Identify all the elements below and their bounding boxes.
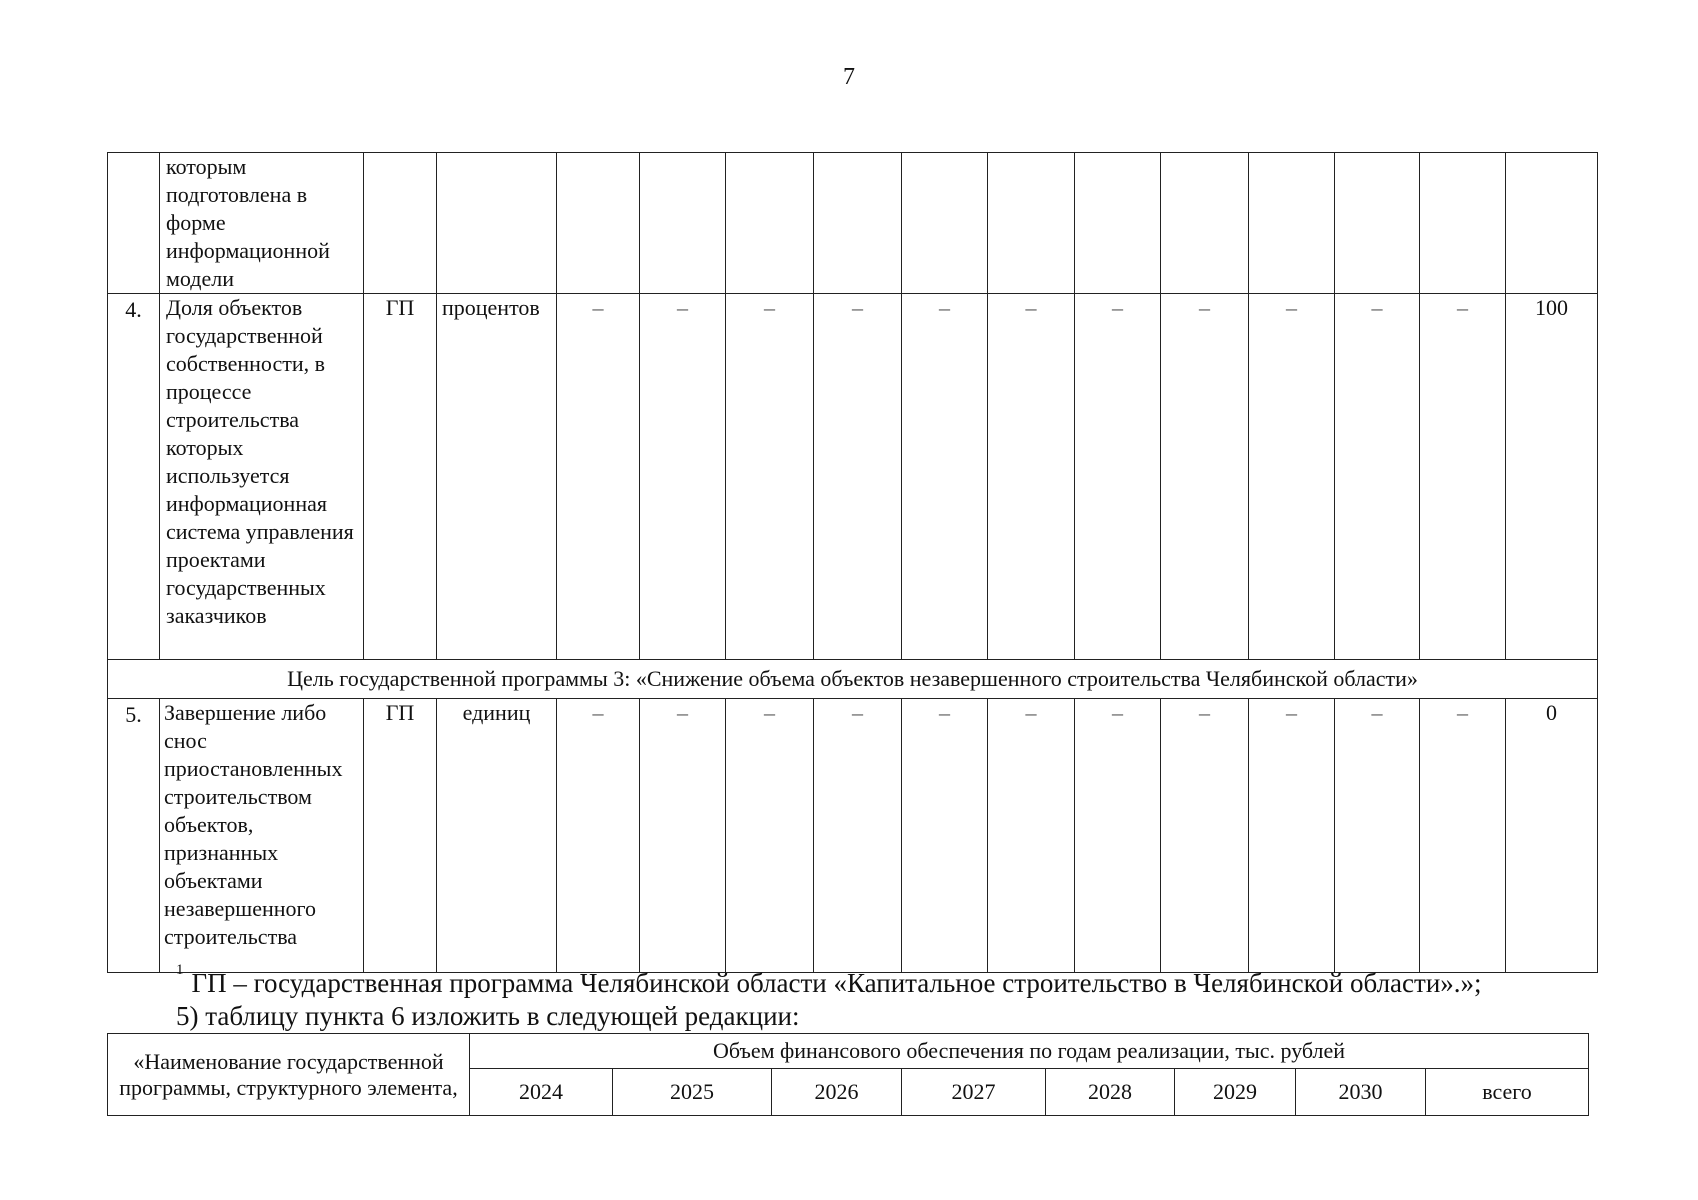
year-value: [640, 153, 726, 294]
target-value: [1506, 153, 1598, 294]
unit-cell: процентов: [437, 294, 557, 660]
goal-row: [108, 660, 1598, 699]
year-value: [557, 153, 640, 294]
responsible-cell: ГП: [364, 294, 437, 660]
year-value: –: [1075, 294, 1161, 660]
year-value: –: [1161, 699, 1249, 973]
year-header: 2026: [772, 1069, 902, 1116]
unit-cell: единиц: [437, 699, 557, 973]
table-row: [108, 699, 1598, 973]
page-number: 7: [843, 64, 855, 90]
year-header: 2025: [613, 1069, 772, 1116]
indicator-name: которым подготовлена в форме информационной модели: [160, 153, 364, 294]
funding-table: [107, 1033, 1589, 1116]
year-header: 2030: [1296, 1069, 1426, 1116]
year-header: 2024: [470, 1069, 613, 1116]
year-value: –: [814, 699, 902, 973]
year-value: [1249, 153, 1335, 294]
year-value: –: [1420, 699, 1506, 973]
funding-name-header: «Наименование государственной программы, структурного элемента,: [108, 1034, 470, 1116]
responsible-cell: [364, 153, 437, 294]
indicator-name: Доля объектов государственной собственности, в процессе строительства которых используется информационная система управления проектами государственных заказчиков: [160, 294, 364, 660]
year-value: [988, 153, 1075, 294]
year-value: [902, 153, 988, 294]
year-value: –: [902, 699, 988, 973]
year-header: 2029: [1175, 1069, 1296, 1116]
year-value: –: [988, 294, 1075, 660]
year-header: 2027: [902, 1069, 1046, 1116]
total-header: всего: [1426, 1069, 1589, 1116]
year-value: –: [1249, 699, 1335, 973]
funding-header-row: [108, 1034, 1589, 1069]
year-value: –: [1335, 294, 1420, 660]
year-value: –: [902, 294, 988, 660]
year-value: [1420, 153, 1506, 294]
footnote-marker: 1: [176, 962, 184, 978]
row-number: 4.: [108, 294, 160, 660]
unit-cell: [437, 153, 557, 294]
goal-heading: Цель государственной программы 3: «Снижение объема объектов незавершенного строительства Челябинской области»: [108, 660, 1598, 699]
year-value: –: [1249, 294, 1335, 660]
indicator-name: Завершение либо снос приостановленных строительством объектов, признанных объектами незавершенного строительства: [160, 699, 364, 973]
year-value: –: [988, 699, 1075, 973]
year-value: [1075, 153, 1161, 294]
indicators-table: [107, 152, 1598, 973]
target-value: 100: [1506, 294, 1598, 660]
year-value: –: [1420, 294, 1506, 660]
year-value: [1161, 153, 1249, 294]
footnote-text: ГП – государственная программа Челябинской области «Капитальное строительство в Челябинской области».»;: [191, 968, 1482, 998]
year-value: –: [726, 294, 814, 660]
year-value: –: [726, 699, 814, 973]
year-header: 2028: [1046, 1069, 1175, 1116]
year-value: [726, 153, 814, 294]
responsible-cell: ГП: [364, 699, 437, 973]
year-value: –: [640, 294, 726, 660]
year-value: –: [814, 294, 902, 660]
target-value: 0: [1506, 699, 1598, 973]
year-value: [1335, 153, 1420, 294]
row-number: 5.: [108, 699, 160, 973]
row-number: [108, 153, 160, 294]
table-row: [108, 294, 1598, 660]
year-value: –: [1161, 294, 1249, 660]
year-value: [814, 153, 902, 294]
funding-volume-header: Объем финансового обеспечения по годам реализации, тыс. рублей: [470, 1034, 1589, 1069]
table-row: [108, 153, 1598, 294]
year-value: –: [557, 294, 640, 660]
year-value: –: [1335, 699, 1420, 973]
year-value: –: [557, 699, 640, 973]
instruction-text: 5) таблицу пункта 6 изложить в следующей редакции:: [176, 1001, 800, 1031]
year-value: –: [1075, 699, 1161, 973]
year-value: –: [640, 699, 726, 973]
footnote: [176, 962, 1482, 999]
